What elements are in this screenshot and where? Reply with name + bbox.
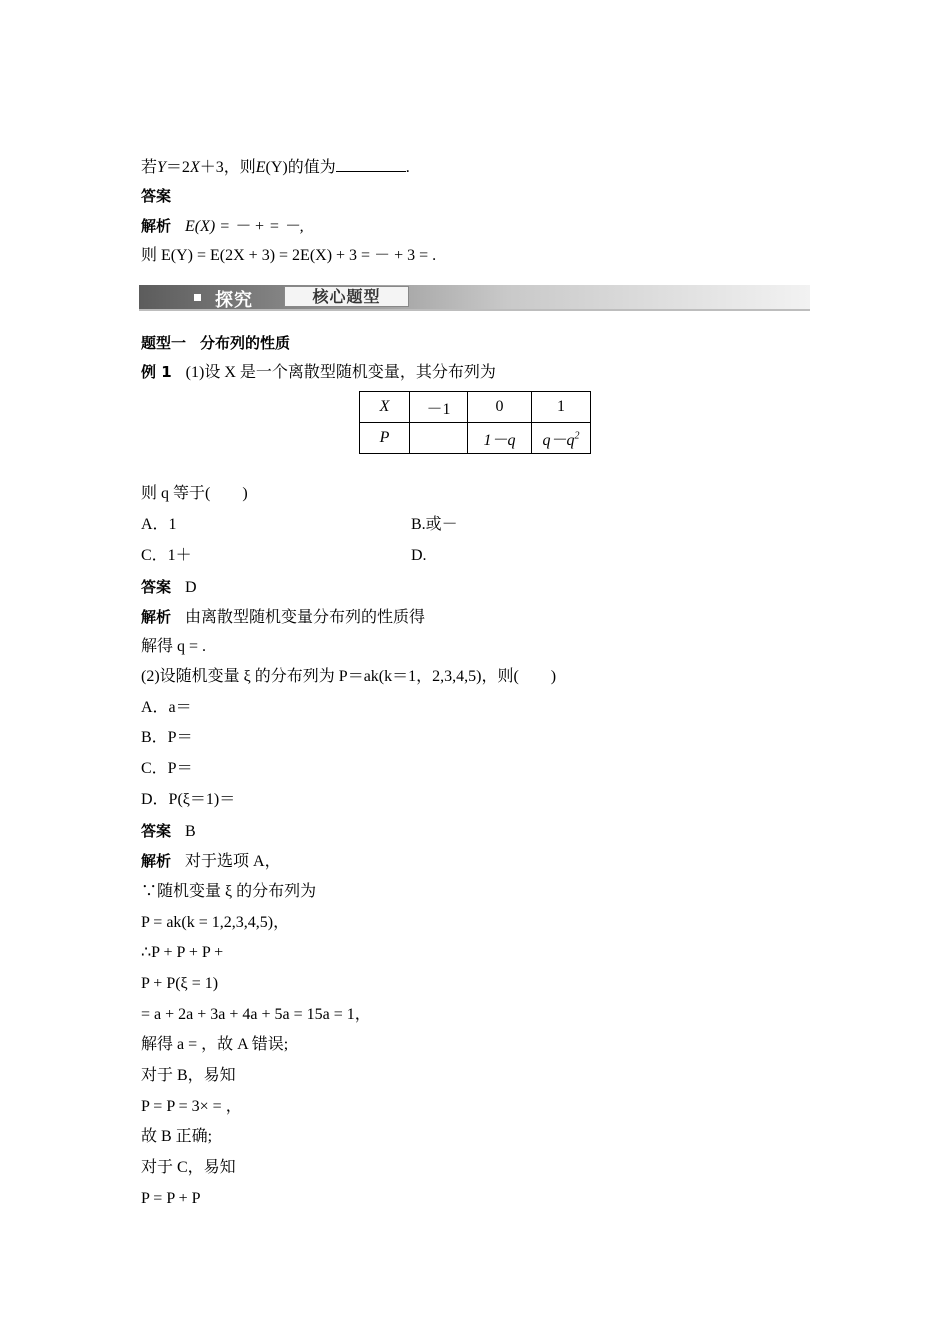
table-row [360, 392, 591, 423]
step-line: P = ak(k = 1,2,3,4,5)， [141, 914, 290, 931]
analysis-line-2 [141, 607, 425, 628]
step-line: P = P = 3× = ， [141, 1098, 242, 1115]
answer-line-3 [141, 821, 196, 842]
solve-q-line: 解得 q = . [141, 638, 207, 655]
table-cell: P [360, 423, 410, 454]
type-text: 分布列的性质 [200, 334, 291, 352]
part-2-line: (2)设随机变量 ξ 的分布列为 P＝ak(k＝1，2,3,4,5)，则( ) [141, 668, 557, 685]
intro-prefix: 若 [141, 159, 158, 176]
type-label: 题型一 [141, 334, 187, 352]
step-line: = a + 2a + 3a + 4a + 5a = 15a = 1， [141, 1006, 371, 1023]
table-cell: 1 [532, 392, 591, 423]
analysis-text-3: 对于选项 A， [185, 853, 281, 870]
table-cell: X [360, 392, 410, 423]
intro-x: X [189, 159, 200, 176]
intro-line [141, 156, 410, 178]
option-2c: C．P＝ [141, 760, 193, 777]
option-1d: D. [411, 547, 427, 564]
example-1-text: (1)设 X 是一个离散型随机变量，其分布列为 [185, 364, 496, 381]
answer-line-2 [141, 577, 197, 598]
step-line: ∴P + P + P + [141, 944, 224, 961]
answer-value-3: B [185, 823, 196, 840]
analysis-label-3: 解析 [141, 852, 172, 870]
analysis-text-2: 由离散型随机变量分布列的性质得 [185, 609, 426, 626]
step-line: 解得 a = ，故 A 错误; [141, 1036, 289, 1053]
example-1-line [141, 362, 496, 383]
banner-right-box [284, 286, 409, 307]
analysis-line-3 [141, 851, 281, 872]
option-1c: C．1＋ [141, 547, 192, 564]
answer-blank [336, 156, 406, 172]
answer-label-1: 答案 [141, 187, 172, 205]
answer-label-2: 答案 [141, 578, 172, 596]
option-2b: B．P＝ [141, 729, 193, 746]
analysis-label-2: 解析 [141, 608, 172, 626]
table-cell: 0 [468, 392, 532, 423]
option-1a: A．1 [141, 516, 177, 533]
answer-label-3: 答案 [141, 822, 172, 840]
answer-value-2: D [185, 579, 197, 596]
banner-square-icon [194, 294, 201, 301]
table-cell [410, 423, 468, 454]
step-line: 对于 B，易知 [141, 1067, 236, 1084]
example-1-label: 例 1 [141, 363, 172, 381]
table-cell: －1 [410, 392, 468, 423]
table-cell: 1－q [468, 423, 532, 454]
intro-eq: ＝2 [165, 159, 190, 176]
banner-right-label: 核心题型 [312, 287, 381, 306]
banner-left-label: 探究 [215, 290, 253, 311]
then-line: 则 E(Y) = E(2X + 3) = 2E(X) + 3 = － + 3 = . [141, 247, 437, 264]
step-line: P = P + P [141, 1190, 201, 1207]
intro-plus3: ＋3，则 [199, 159, 256, 176]
intro-period: . [405, 159, 410, 176]
distribution-table [359, 391, 591, 454]
intro-e: E [255, 159, 266, 176]
intro-y: Y [157, 159, 166, 176]
table-cell-sup: 2 [574, 430, 580, 442]
option-1b: B.或－ [411, 516, 458, 533]
table-cell [532, 423, 591, 454]
step-line: 故 B 正确; [141, 1128, 213, 1145]
step-line: P + P(ξ = 1) [141, 975, 219, 992]
intro-ey: (Y) [265, 159, 288, 176]
table-cell-text: q－q [542, 431, 575, 449]
q-line: 则 q 等于( ) [141, 485, 248, 502]
step-line: 对于 C，易知 [141, 1159, 236, 1176]
analysis-expr-1: E(X) = － + = －, [185, 218, 304, 235]
section-banner [139, 285, 810, 311]
step-line: ∵随机变量 ξ 的分布列为 [141, 883, 317, 900]
option-2d: D．P(ξ＝1)＝ [141, 791, 236, 808]
analysis-label-1: 解析 [141, 217, 172, 235]
type-title [141, 333, 290, 354]
intro-tail: 的值为 [287, 159, 336, 176]
analysis-line-1 [141, 216, 304, 237]
table-row [360, 423, 591, 454]
option-2a: A．a＝ [141, 699, 192, 716]
